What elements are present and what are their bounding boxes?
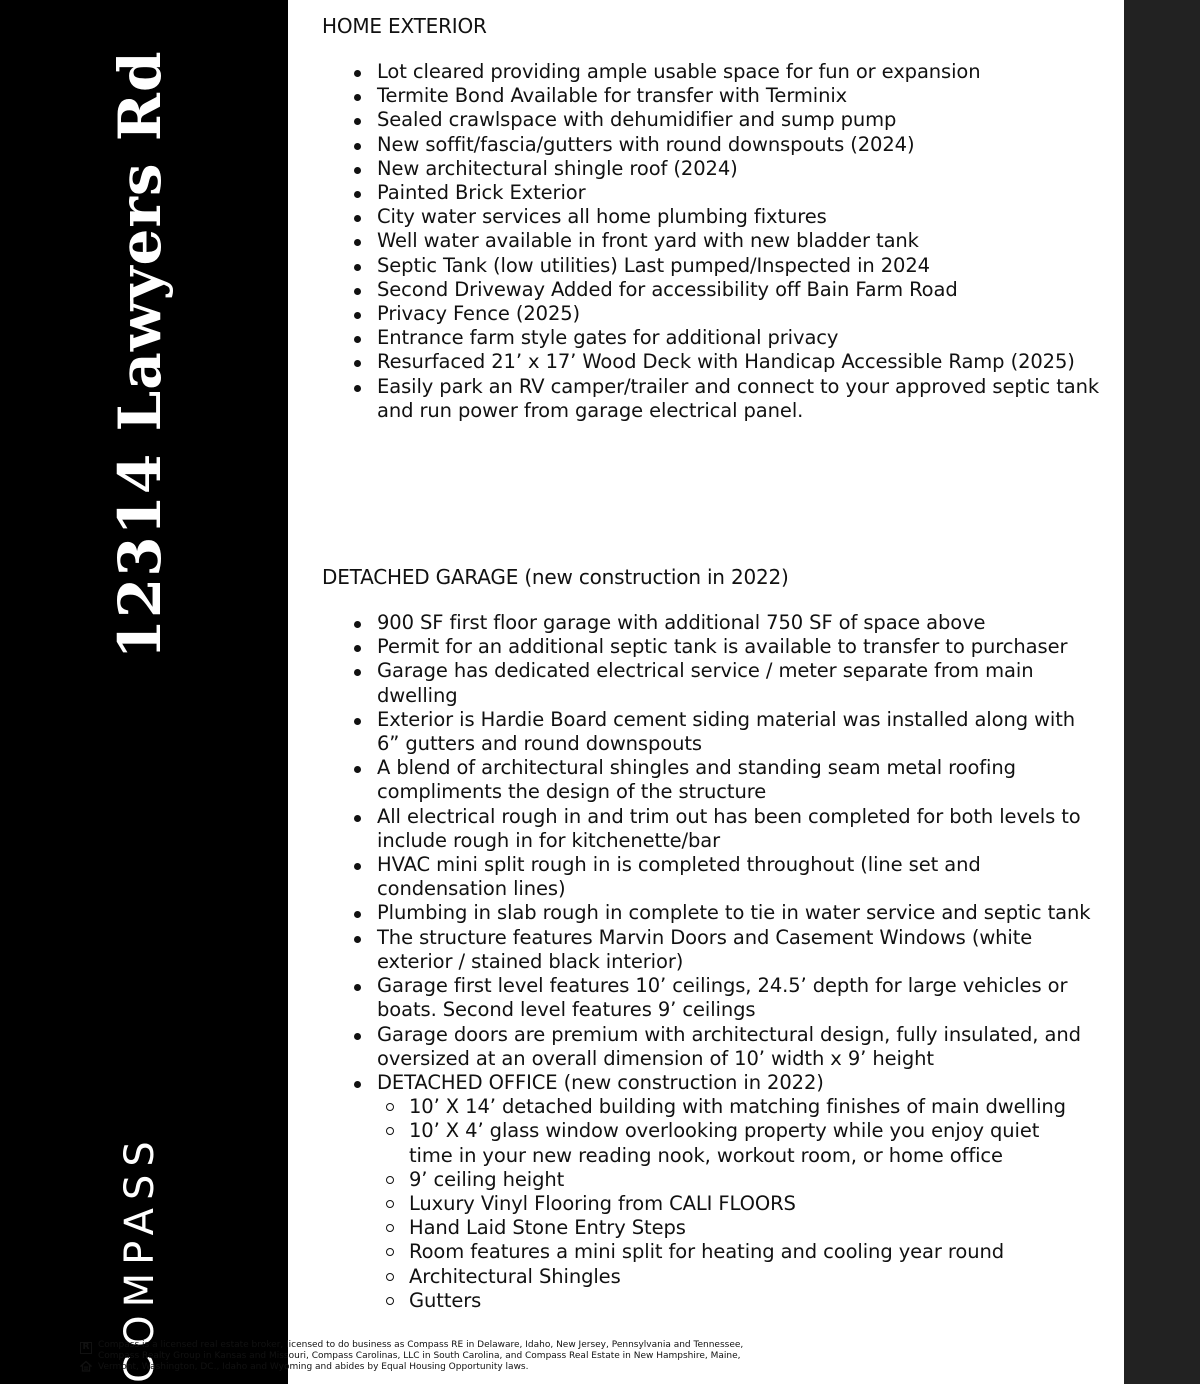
list-item <box>354 635 1100 659</box>
sub-list-item <box>386 1095 1077 1119</box>
list-item-text: DETACHED OFFICE (new construction in 2022) <box>377 1070 824 1094</box>
bullet-icon <box>354 264 361 271</box>
list-item <box>354 901 1100 925</box>
hollow-bullet-icon <box>386 1127 394 1135</box>
list-item-text: Hand Laid Stone Entry Steps <box>409 1216 686 1240</box>
list-item-text: HVAC mini split rough in is completed throughout (line set and condensation lines) <box>377 853 981 901</box>
hollow-bullet-icon <box>386 1224 394 1232</box>
bullet-icon <box>354 766 361 773</box>
list-item-text: Privacy Fence (2025) <box>377 302 581 326</box>
equal-housing-icon <box>80 1357 92 1369</box>
bullet-icon <box>354 815 361 822</box>
list-item <box>354 205 1100 229</box>
bullet-icon <box>354 645 361 652</box>
list-item-text: City water services all home plumbing fixtures <box>377 205 827 229</box>
list-item-text: New soffit/fascia/gutters with round downspouts (2024) <box>377 132 915 156</box>
list-item-text: Entrance farm style gates for additional privacy <box>377 326 839 350</box>
sub-list-item <box>386 1240 1077 1264</box>
list-item <box>354 108 1100 132</box>
bullet-icon <box>354 70 361 77</box>
hollow-bullet-icon <box>386 1297 394 1305</box>
list-item-text: Garage has dedicated electrical service / meter separate from main dwelling <box>377 659 1034 707</box>
hollow-bullet-icon <box>386 1273 394 1281</box>
section-title-detached-garage: DETACHED GARAGE (new construction in 2022) <box>322 565 789 590</box>
bullet-icon <box>354 863 361 870</box>
bullet-icon <box>354 385 361 392</box>
list-item-text: The structure features Marvin Doors and Casement Windows (white exterior / stained black interior) <box>377 925 1033 973</box>
list-item-text: Garage doors are premium with architectural design, fully insulated, and oversized at an overall dimension of 10’ width x 9’ height <box>377 1022 1081 1070</box>
realtor-r-icon: R <box>80 1342 92 1354</box>
hollow-bullet-icon <box>386 1103 394 1111</box>
hollow-bullet-icon <box>386 1248 394 1256</box>
bullet-icon <box>354 191 361 198</box>
list-item <box>354 1071 1100 1313</box>
list-item <box>354 756 1100 804</box>
bullet-icon <box>354 118 361 125</box>
sub-list-item <box>386 1265 1077 1289</box>
list-item-text: A blend of architectural shingles and standing seam metal roofing compliments the design of the structure <box>377 756 1016 804</box>
list-item-text: New architectural shingle roof (2024) <box>377 156 738 180</box>
home-exterior-list <box>354 60 1100 423</box>
bullet-icon <box>354 936 361 943</box>
bullet-icon <box>354 143 361 150</box>
list-item-text: Second Driveway Added for accessibility off Bain Farm Road <box>377 277 958 301</box>
bullet-icon <box>354 167 361 174</box>
list-item-text: Luxury Vinyl Flooring from CALI FLOORS <box>409 1191 796 1215</box>
sub-list-item <box>386 1289 1077 1313</box>
list-item-text: Resurfaced 21’ x 17’ Wood Deck with Handicap Accessible Ramp (2025) <box>377 350 1075 374</box>
list-item <box>354 853 1100 901</box>
sub-list-item <box>386 1192 1077 1216</box>
list-item <box>354 60 1100 84</box>
list-item-text: All electrical rough in and trim out has been completed for both levels to include rough in for kitchenette/bar <box>377 804 1081 852</box>
hollow-bullet-icon <box>386 1176 394 1184</box>
list-item-text: Garage first level features 10’ ceilings, 24.5’ depth for large vehicles or boats. Second level features 9’ ceilings <box>377 974 1068 1022</box>
list-item <box>354 659 1100 707</box>
list-item-text: Well water available in front yard with new bladder tank <box>377 229 919 253</box>
list-item <box>354 926 1100 974</box>
list-item-text: Plumbing in slab rough in complete to tie in water service and septic tank <box>377 901 1091 925</box>
list-item <box>354 611 1100 635</box>
bullet-icon <box>354 621 361 628</box>
list-item-text: Painted Brick Exterior <box>377 181 586 205</box>
list-item <box>354 302 1100 326</box>
brand-logo: COMPASS <box>117 1133 163 1383</box>
sub-list-item <box>386 1168 1077 1192</box>
list-item-text: Lot cleared providing ample usable space for fun or expansion <box>377 60 981 83</box>
footer-disclaimer <box>80 1340 760 1373</box>
list-item <box>354 708 1100 756</box>
document-page <box>288 0 1124 1384</box>
list-item-text: Sealed crawlspace with dehumidifier and sump pump <box>377 108 897 132</box>
bullet-icon <box>354 718 361 725</box>
detached-office-list <box>386 1095 1077 1313</box>
list-item-text: Septic Tank (low utilities) Last pumped/Inspected in 2024 <box>377 253 930 277</box>
bullet-icon <box>354 94 361 101</box>
list-item-text: 9’ ceiling height <box>409 1167 565 1191</box>
left-sidebar <box>0 0 288 1384</box>
list-item-text: Termite Bond Available for transfer with Terminix <box>377 84 848 108</box>
hollow-bullet-icon <box>386 1200 394 1208</box>
list-item <box>354 133 1100 157</box>
list-item <box>354 350 1100 374</box>
list-item-text: 10’ X 14’ detached building with matching finishes of main dwelling <box>409 1095 1066 1119</box>
list-item <box>354 278 1100 302</box>
list-item <box>354 805 1100 853</box>
list-item <box>354 229 1100 253</box>
list-item <box>354 254 1100 278</box>
list-item <box>354 375 1100 423</box>
sub-list-item <box>386 1119 1077 1167</box>
right-margin <box>1124 0 1200 1384</box>
bullet-icon <box>354 669 361 676</box>
bullet-icon <box>354 360 361 367</box>
bullet-icon <box>354 215 361 222</box>
list-item-text: Permit for an additional septic tank is available to transfer to purchaser <box>377 635 1068 659</box>
bullet-icon <box>354 239 361 246</box>
list-item-text: 900 SF first floor garage with additional 750 SF of space above <box>377 611 986 635</box>
list-item <box>354 84 1100 108</box>
bullet-icon <box>354 288 361 295</box>
list-item <box>354 157 1100 181</box>
bullet-icon <box>354 984 361 991</box>
list-item <box>354 974 1100 1022</box>
bullet-icon <box>354 1033 361 1040</box>
property-address: 12314 Lawyers Rd <box>106 50 174 660</box>
list-item <box>354 326 1100 350</box>
list-item-text: Exterior is Hardie Board cement siding material was installed along with 6” gutters and round downspouts <box>377 707 1076 756</box>
list-item-text: Room features a mini split for heating and cooling year round <box>409 1240 1005 1264</box>
list-item <box>354 181 1100 205</box>
list-item-text: Gutters <box>409 1288 482 1312</box>
detached-garage-list <box>354 611 1100 1313</box>
list-item <box>354 1023 1100 1071</box>
list-item-text: 10’ X 4’ glass window overlooking property while you enjoy quiet time in your new reading nook, workout room, or home office <box>409 1119 1040 1167</box>
list-item-text: Architectural Shingles <box>409 1264 621 1288</box>
list-item-text: Easily park an RV camper/trailer and connect to your approved septic tank and run power from garage electrical panel. <box>377 374 1100 422</box>
bullet-icon <box>354 312 361 319</box>
disclaimer-text: Compass is a licensed real estate broker, licensed to do business as Compass RE in Delaware, Idaho, New Jersey, Pennsylvania and Tennessee, Compass Realty Group in Kansas and Missouri, Compass Carolinas, LLC in South Carolina, and Compass Real Estate in New Hampshire, Maine, Vermont, Washington, DC., Idaho and Wyoming and abides by Equal Housing Opportunity laws. <box>98 1340 744 1372</box>
bullet-icon <box>354 1081 361 1088</box>
sub-list-item <box>386 1216 1077 1240</box>
footer-icons <box>80 1342 92 1369</box>
bullet-icon <box>354 911 361 918</box>
bullet-icon <box>354 336 361 343</box>
section-title-home-exterior: HOME EXTERIOR <box>322 14 487 38</box>
